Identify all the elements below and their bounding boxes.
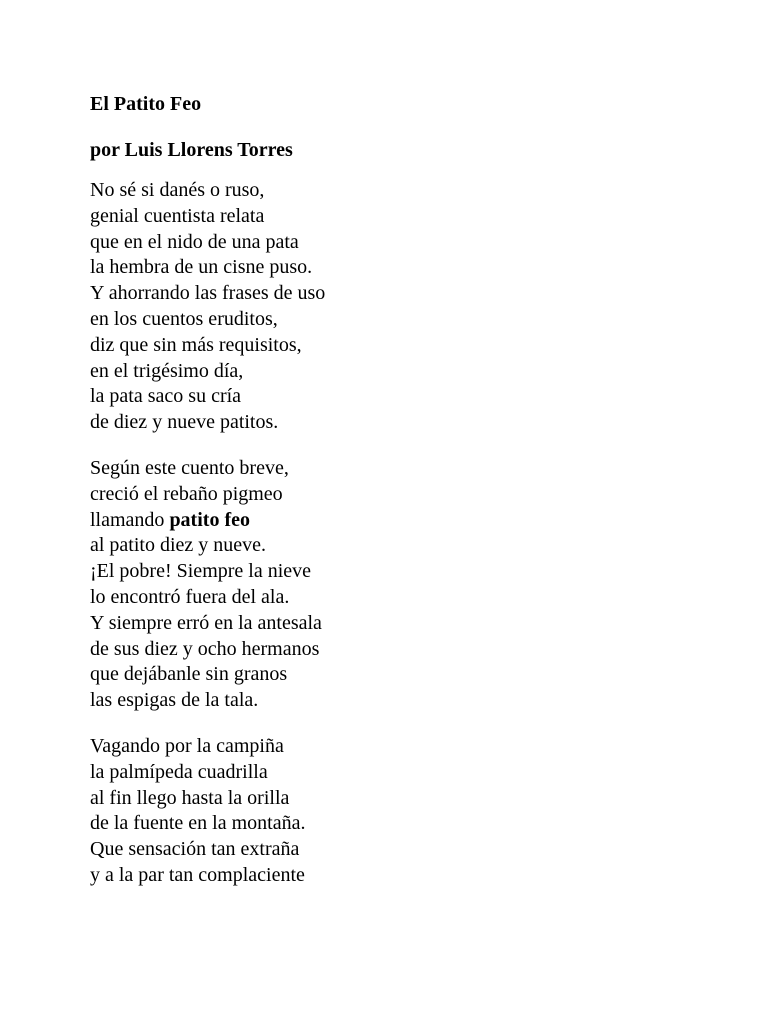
poem-line: lo encontró fuera del ala. <box>90 585 290 608</box>
stanza-1 <box>90 178 730 436</box>
poem-line: creció el rebaño pigmeo <box>90 482 283 505</box>
poem-line: genial cuentista relata <box>90 204 265 227</box>
poem-line: en el trigésimo día, <box>90 359 244 382</box>
poem-line: que dejábanle sin granos <box>90 663 288 686</box>
poem-line: de diez y nueve patitos. <box>90 411 279 434</box>
document-page <box>90 90 730 909</box>
poem-line: de sus diez y ocho hermanos <box>90 637 320 660</box>
poem-line: diz que sin más requisitos, <box>90 333 302 356</box>
poem-line: y a la par tan complaciente <box>90 863 305 886</box>
document-title: El Patito Feo <box>90 93 202 115</box>
poem-line: Y ahorrando las frases de uso <box>90 282 326 305</box>
poem-line: Según este cuento breve, <box>90 456 289 479</box>
stanza-2 <box>90 456 730 714</box>
poem-line: ¡El pobre! Siempre la nieve <box>90 560 312 583</box>
poem-line: la palmípeda cuadrilla <box>90 760 268 783</box>
poem-line: en los cuentos eruditos, <box>90 307 278 330</box>
poem-line: que en el nido de una pata <box>90 230 299 253</box>
poem-line: Vagando por la campiña <box>90 734 284 757</box>
poem-line: al fin llego hasta la orilla <box>90 786 290 809</box>
poem-line-prefix: llamando <box>90 508 170 531</box>
poem-line: No sé si danés o ruso, <box>90 179 265 201</box>
poem-line: Que sensación tan extraña <box>90 838 300 861</box>
document-byline: por Luis Llorens Torres <box>90 139 293 161</box>
poem-line: Y siempre erró en la antesala <box>90 611 322 634</box>
stanza-3 <box>90 734 730 889</box>
poem-line: las espigas de la tala. <box>90 689 259 712</box>
poem-line-with-bold <box>90 508 730 534</box>
poem-line: la hembra de un cisne puso. <box>90 256 313 279</box>
poem-line: la pata saco su cría <box>90 385 242 408</box>
emphasized-phrase: patito feo <box>169 508 250 531</box>
poem-line: de la fuente en la montaña. <box>90 812 306 835</box>
poem-line: al patito diez y nueve. <box>90 534 267 557</box>
